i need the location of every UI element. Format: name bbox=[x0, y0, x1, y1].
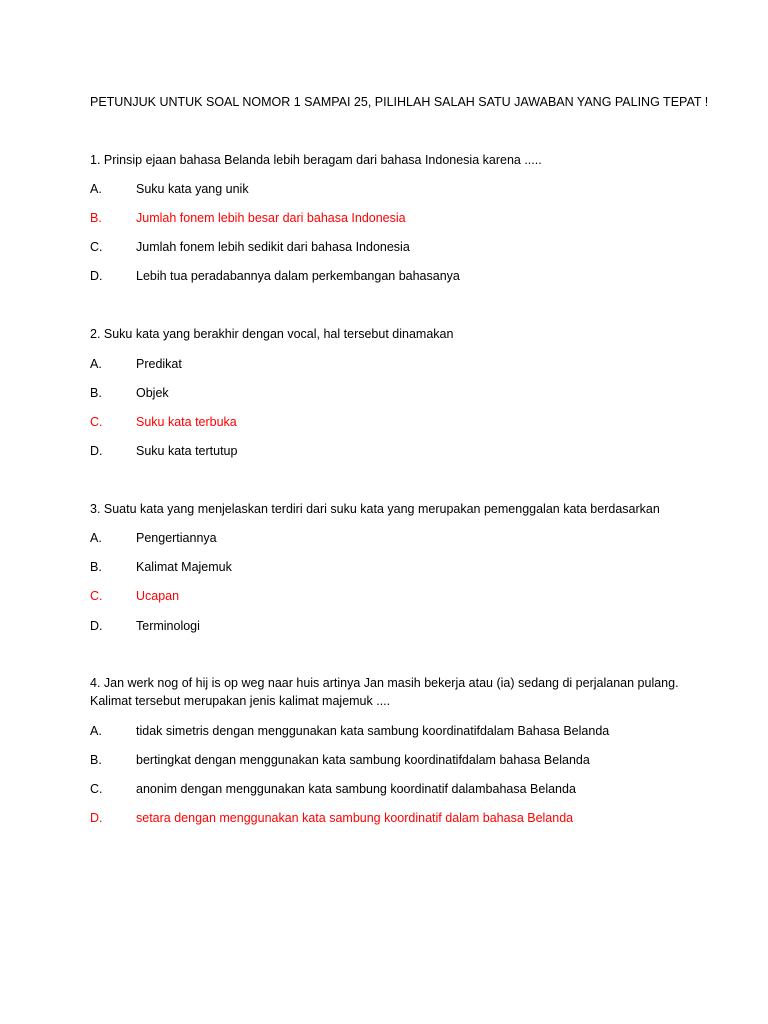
option-text: anonim dengan menggunakan kata sambung koordinatif dalambahasa Belanda bbox=[136, 782, 576, 796]
option-text: Terminologi bbox=[136, 619, 200, 633]
option-text: Pengertiannya bbox=[136, 531, 217, 545]
question-3-option-a bbox=[90, 529, 217, 547]
option-letter: A. bbox=[90, 357, 102, 371]
question-2-text: 2. Suku kata yang berakhir dengan vocal, hal tersebut dinamakan bbox=[90, 327, 454, 341]
question-3-text: 3. Suatu kata yang menjelaskan terdiri dari suku kata yang merupakan pemenggalan kata berdasarkan bbox=[90, 502, 660, 516]
option-letter: B. bbox=[90, 386, 102, 400]
question-4-option-a bbox=[90, 722, 609, 740]
option-text: Objek bbox=[136, 386, 169, 400]
option-letter: B. bbox=[90, 753, 102, 767]
option-text: Suku kata terbuka bbox=[136, 415, 237, 429]
option-letter: C. bbox=[90, 782, 103, 796]
question-3-option-d bbox=[90, 617, 200, 635]
question-2-option-a bbox=[90, 355, 182, 373]
option-letter: D. bbox=[90, 269, 103, 283]
option-letter: C. bbox=[90, 589, 103, 603]
option-letter: D. bbox=[90, 811, 103, 825]
question-2-option-b bbox=[90, 384, 169, 402]
question-1-option-b-correct bbox=[90, 209, 406, 227]
option-letter: A. bbox=[90, 182, 102, 196]
question-4-text: 4. Jan werk nog of hij is op weg naar huis artinya Jan masih bekerja atau (ia) sedang di perjalanan pulang. Kalimat tersebut merupakan jenis kalimat majemuk .... bbox=[90, 676, 679, 708]
question-2-option-d bbox=[90, 442, 237, 460]
option-text: Jumlah fonem lebih besar dari bahasa Indonesia bbox=[136, 211, 406, 225]
option-letter: C. bbox=[90, 415, 103, 429]
option-text: Predikat bbox=[136, 357, 182, 371]
option-letter: A. bbox=[90, 531, 102, 545]
option-letter: D. bbox=[90, 619, 103, 633]
question-1-option-d bbox=[90, 267, 460, 285]
question-4-option-c bbox=[90, 780, 576, 798]
option-text: Suku kata yang unik bbox=[136, 182, 249, 196]
question-4-option-b bbox=[90, 751, 590, 769]
option-text: Kalimat Majemuk bbox=[136, 560, 232, 574]
option-text: tidak simetris dengan menggunakan kata sambung koordinatifdalam Bahasa Belanda bbox=[136, 724, 610, 738]
option-text: bertingkat dengan menggunakan kata sambung koordinatifdalam bahasa Belanda bbox=[136, 753, 590, 767]
option-letter: A. bbox=[90, 724, 102, 738]
option-letter: D. bbox=[90, 444, 103, 458]
question-1-option-c bbox=[90, 238, 410, 256]
option-text: Ucapan bbox=[136, 589, 180, 603]
question-1-option-a bbox=[90, 180, 249, 198]
option-letter: B. bbox=[90, 211, 102, 225]
question-4-option-d-correct bbox=[90, 809, 573, 827]
option-letter: B. bbox=[90, 560, 102, 574]
option-letter: C. bbox=[90, 240, 103, 254]
question-2-option-c-correct bbox=[90, 413, 237, 431]
question-3-option-b bbox=[90, 558, 232, 576]
option-text: setara dengan menggunakan kata sambung koordinatif dalam bahasa Belanda bbox=[136, 811, 574, 825]
instruction-text: PETUNJUK UNTUK SOAL NOMOR 1 SAMPAI 25, PILIHLAH SALAH SATU JAWABAN YANG PALING TEPAT ! bbox=[90, 95, 709, 109]
option-text: Jumlah fonem lebih sedikit dari bahasa Indonesia bbox=[136, 240, 410, 254]
option-text: Lebih tua peradabannya dalam perkembangan bahasanya bbox=[136, 269, 460, 283]
option-text: Suku kata tertutup bbox=[136, 444, 238, 458]
question-3-option-c-correct bbox=[90, 587, 179, 605]
question-1-text: 1. Prinsip ejaan bahasa Belanda lebih beragam dari bahasa Indonesia karena ..... bbox=[90, 153, 542, 167]
